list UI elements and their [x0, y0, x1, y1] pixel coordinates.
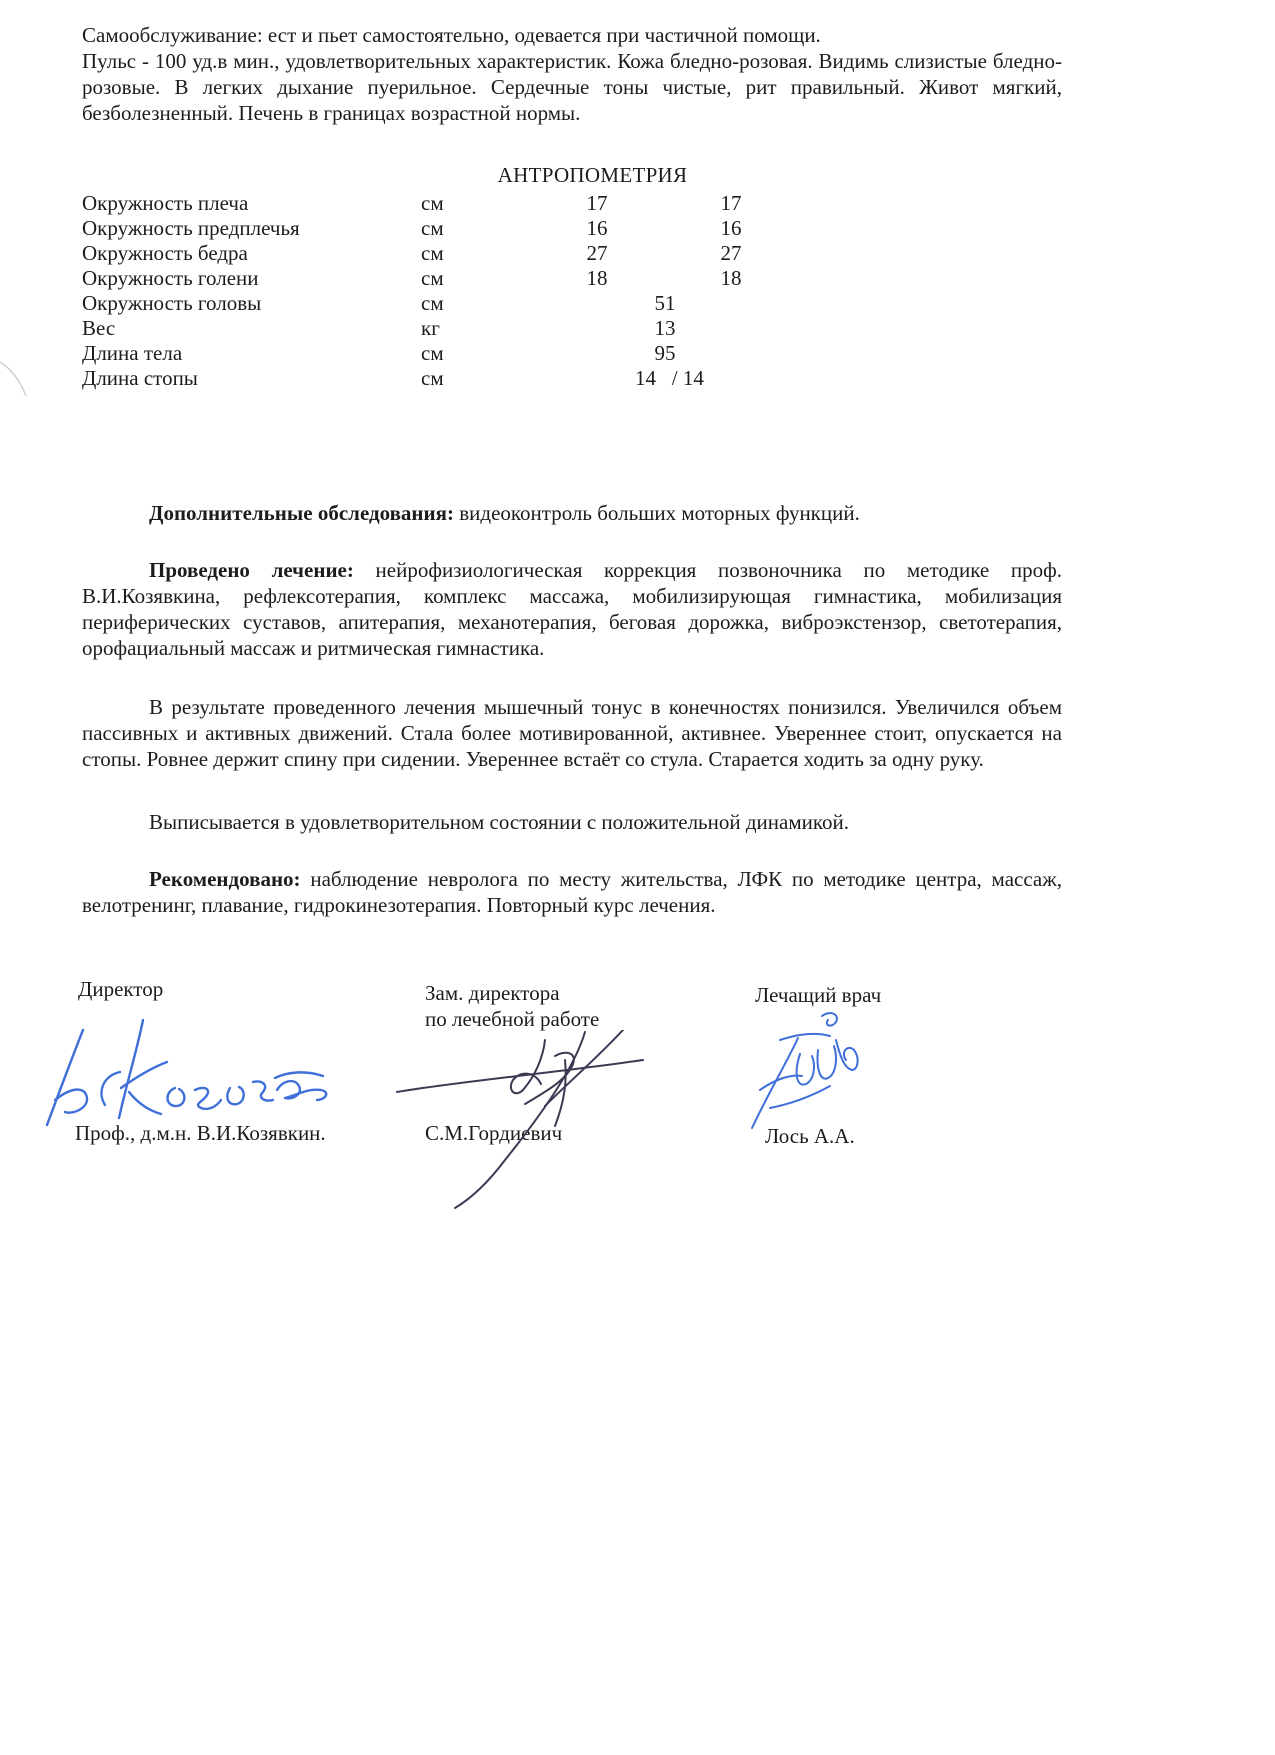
- measurement-left-value: 18: [586, 266, 608, 290]
- measurement-left-value: 27: [586, 241, 608, 265]
- doctor-title: Лечащий врач: [755, 983, 882, 1007]
- physical-exam-paragraph: Пульс - 100 уд.в мин., удовлетворительных характеристик. Кожа бледно-розовая. Видимь слизистые бледно-розовые. В легких дыхание пуерильное. Сердечные тоны чистые, рит правильный. Живот мягкий, безболезненный. Печень в границах возрастной нормы.: [82, 49, 1062, 125]
- measurement-label: Окружность голени: [82, 266, 259, 290]
- measurement-value: 13: [654, 316, 676, 340]
- anthropometry-title: АНТРОПОМЕТРИЯ: [497, 163, 688, 187]
- measurement-left-value: 17: [586, 191, 608, 215]
- measurement-unit: см: [421, 366, 444, 390]
- measurement-unit: см: [421, 216, 444, 240]
- anthropometry-row: [82, 216, 802, 242]
- deputy-director-title-line2: по лечебной работе: [425, 1007, 600, 1031]
- measurement-right-value: 17: [720, 191, 742, 215]
- measurement-unit: см: [421, 191, 444, 215]
- treatment-text: нейрофизиологическая коррекция позвоночника по методике проф. В.И.Козявкина, рефлексотерапия, комплекс массажа, мобилизирующая гимнастика, мобилизация периферических суставов, апитерапия, механотерапия, беговая дорожка, виброэкстензор, светотерапия, орофациальный массаж и ритмическая гимнастика.: [82, 558, 1062, 660]
- deputy-director-name: С.М.Гордиевич: [425, 1121, 563, 1145]
- director-name: Проф., д.м.н. В.И.Козявкин.: [75, 1121, 326, 1145]
- deputy-director-title: Зам. директора: [425, 981, 560, 1005]
- director-signature: [25, 1010, 345, 1150]
- self-care-line: Самообслуживание: ест и пьет самостоятельно, одевается при частичной помощи.: [82, 23, 821, 47]
- additional-exams: [82, 500, 1062, 526]
- additional-heading: Дополнительные обследования:: [149, 501, 454, 525]
- recommendation-text: наблюдение невролога по месту жительства, ЛФК по методике центра, массаж, велотренинг, плавание, гидрокинезотерапия. Повторный курс лечения.: [82, 867, 1062, 917]
- anthropometry-row: [82, 316, 802, 342]
- doctor-signature: [740, 1010, 870, 1140]
- anthropometry-row: [82, 366, 802, 392]
- measurement-label: Длина тела: [82, 341, 183, 365]
- measurement-label: Длина стопы: [82, 366, 198, 390]
- measurement-label: Окружность бедра: [82, 241, 248, 265]
- deputy-director-signature: [395, 1030, 655, 1210]
- discharge-text: Выписывается в удовлетворительном состоянии с положительной динамикой.: [149, 810, 849, 834]
- measurement-unit: см: [421, 241, 444, 265]
- recommendation-heading: Рекомендовано:: [149, 867, 301, 891]
- measurement-label: Окружность головы: [82, 291, 262, 315]
- measurement-unit: см: [421, 341, 444, 365]
- anthropometry-row: [82, 241, 802, 267]
- director-title: Директор: [78, 977, 164, 1001]
- measurement-value: 95: [654, 341, 676, 365]
- result-text: В результате проведенного лечения мышечный тонус в конечностях понизился. Увеличился объем пассивных и активных движений. Стала более мотивированной, активнее. Увереннее стоит, опускается на стопы. Ровнее держит спину при сидении. Увереннее встаёт со стула. Старается ходить за одну руку.: [82, 695, 1062, 771]
- additional-text: видеоконтроль больших моторных функций.: [453, 501, 860, 525]
- measurement-label: Окружность плеча: [82, 191, 249, 215]
- exam-findings: [82, 22, 1062, 126]
- measurement-unit: см: [421, 266, 444, 290]
- recommendation-section: [82, 866, 1062, 918]
- measurement-unit: кг: [421, 316, 440, 340]
- measurement-label: Вес: [82, 316, 116, 340]
- measurement-right-value: 16: [720, 216, 742, 240]
- measurement-right-value: 18: [720, 266, 742, 290]
- doctor-name: Лось А.А.: [765, 1124, 855, 1148]
- measurement-value: 14 / 14: [635, 366, 704, 390]
- scan-edge-mark: [0, 360, 30, 400]
- measurement-unit: см: [421, 291, 444, 315]
- treatment-heading: Проведено лечение:: [149, 558, 354, 582]
- anthropometry-row: [82, 291, 802, 317]
- measurement-label: Окружность предплечья: [82, 216, 300, 240]
- anthropometry-row: [82, 341, 802, 367]
- result-section: [82, 694, 1062, 772]
- anthropometry-row: [82, 266, 802, 292]
- anthropometry-row: [82, 191, 802, 217]
- measurement-right-value: 27: [720, 241, 742, 265]
- discharge-section: [82, 809, 1062, 835]
- measurement-left-value: 16: [586, 216, 608, 240]
- treatment-section: [82, 557, 1062, 661]
- measurement-value: 51: [654, 291, 676, 315]
